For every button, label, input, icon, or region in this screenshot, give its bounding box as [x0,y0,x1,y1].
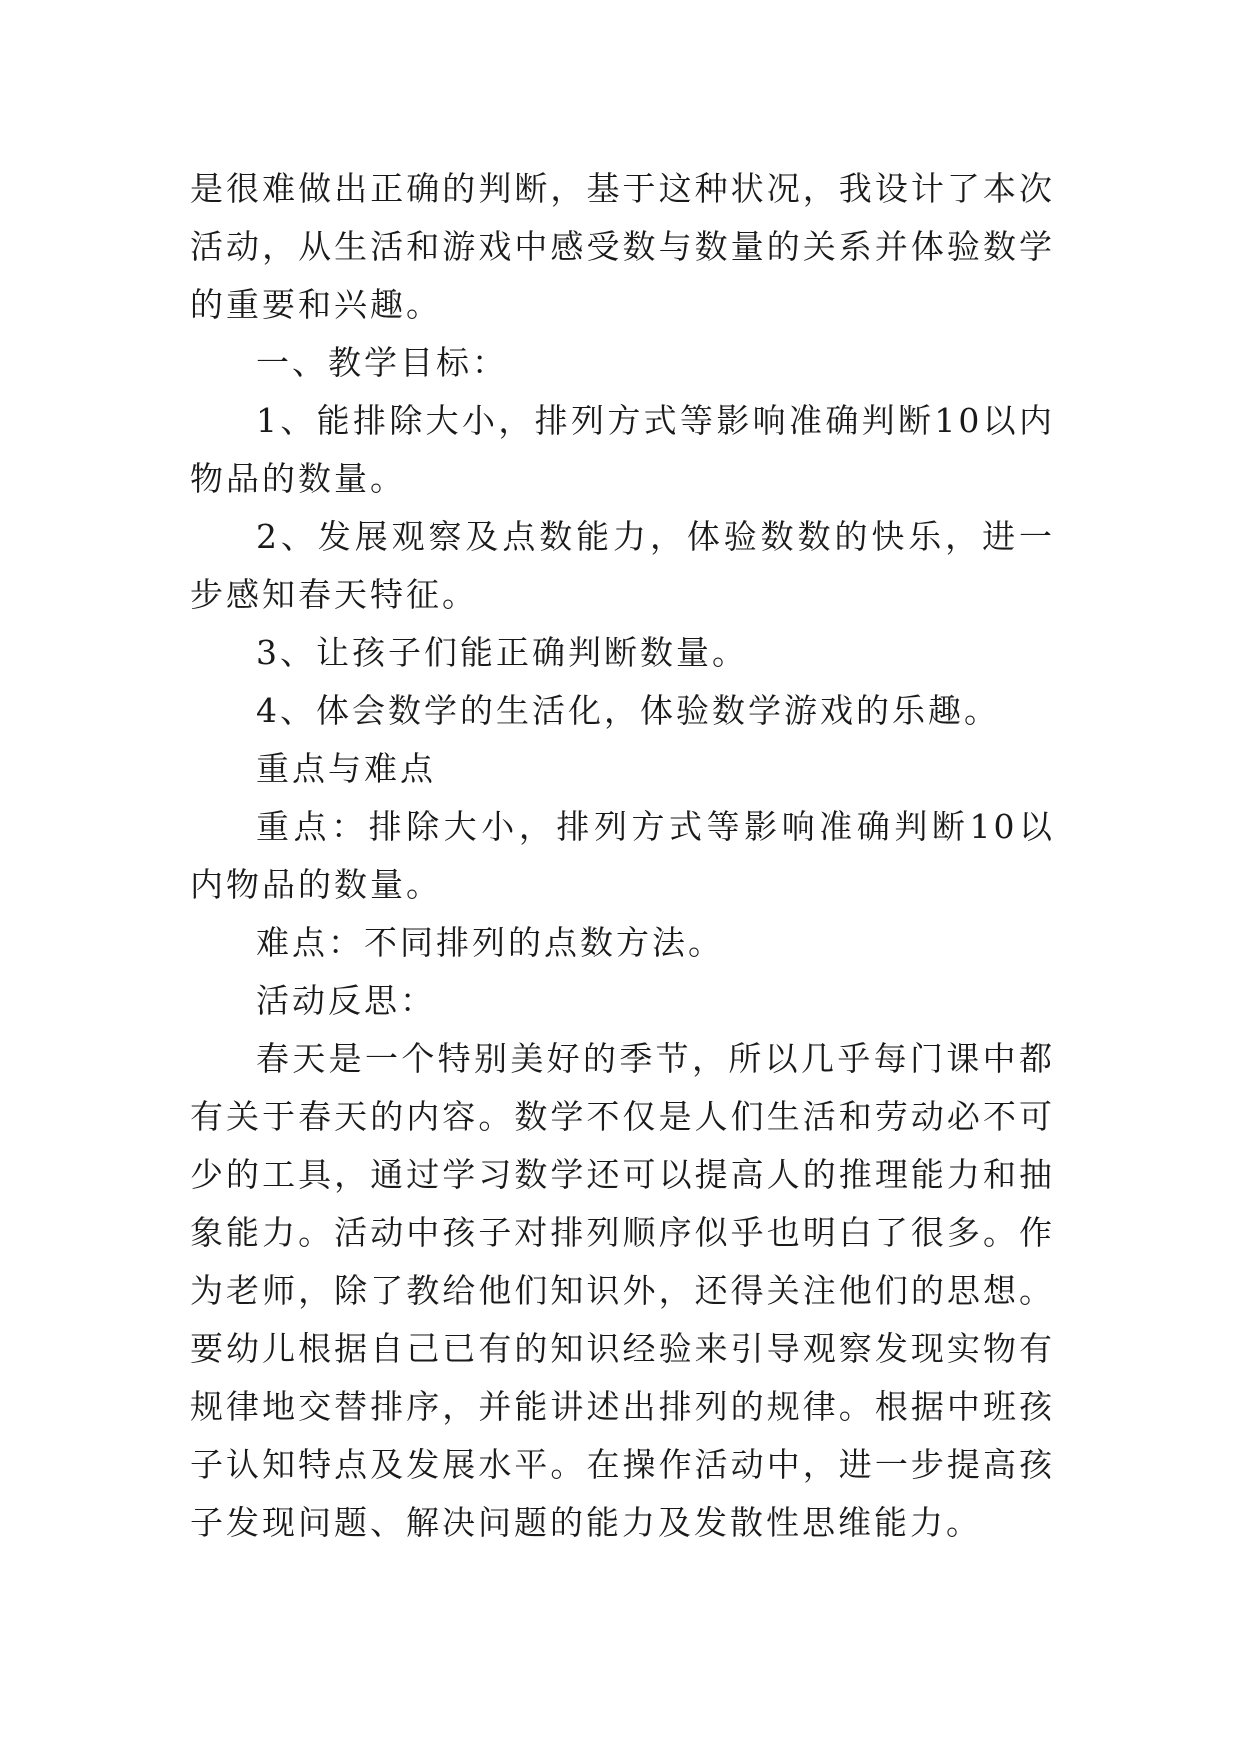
goal-item-3: 3、让孩子们能正确判断数量。 [256,633,748,672]
paragraph-intro-continued: 是很难做出正确的判断，基于这种状况，我设计了本次活动，从生活和游戏中感受数与数量的关系并体验数学的重要和兴趣。 [190,169,1055,324]
key-point-paragraph: 重点：排除大小，排列方式等影响准确判断10以内物品的数量。 [190,807,1055,904]
document-body [190,160,1055,1552]
difficult-point-paragraph: 难点：不同排列的点数方法。 [256,923,724,962]
heading-teaching-goals: 一、教学目标： [256,343,508,382]
goal-item-1: 1、能排除大小，排列方式等影响准确判断10以内物品的数量。 [190,401,1055,498]
goal-item-2: 2、发展观察及点数能力，体验数数的快乐，进一步感知春天特征。 [190,517,1055,614]
heading-key-and-difficult-points: 重点与难点 [256,749,436,788]
goal-item-4: 4、体会数学的生活化，体验数学游戏的乐趣。 [256,691,1000,730]
reflection-paragraph: 春天是一个特别美好的季节，所以几乎每门课中都有关于春天的内容。数学不仅是人们生活和劳动必不可少的工具，通过学习数学还可以提高人的推理能力和抽象能力。活动中孩子对排列顺序似乎也明白了很多。作为老师，除了教给他们知识外，还得关注他们的思想。要幼儿根据自己已有的知识经验来引导观察发现实物有规律地交替排序，并能讲述出排列的规律。根据中班孩子认知特点及发展水平。在操作活动中，进一步提高孩子发现问题、解决问题的能力及发散性思维能力。 [190,1039,1055,1542]
heading-activity-reflection: 活动反思： [256,981,436,1020]
